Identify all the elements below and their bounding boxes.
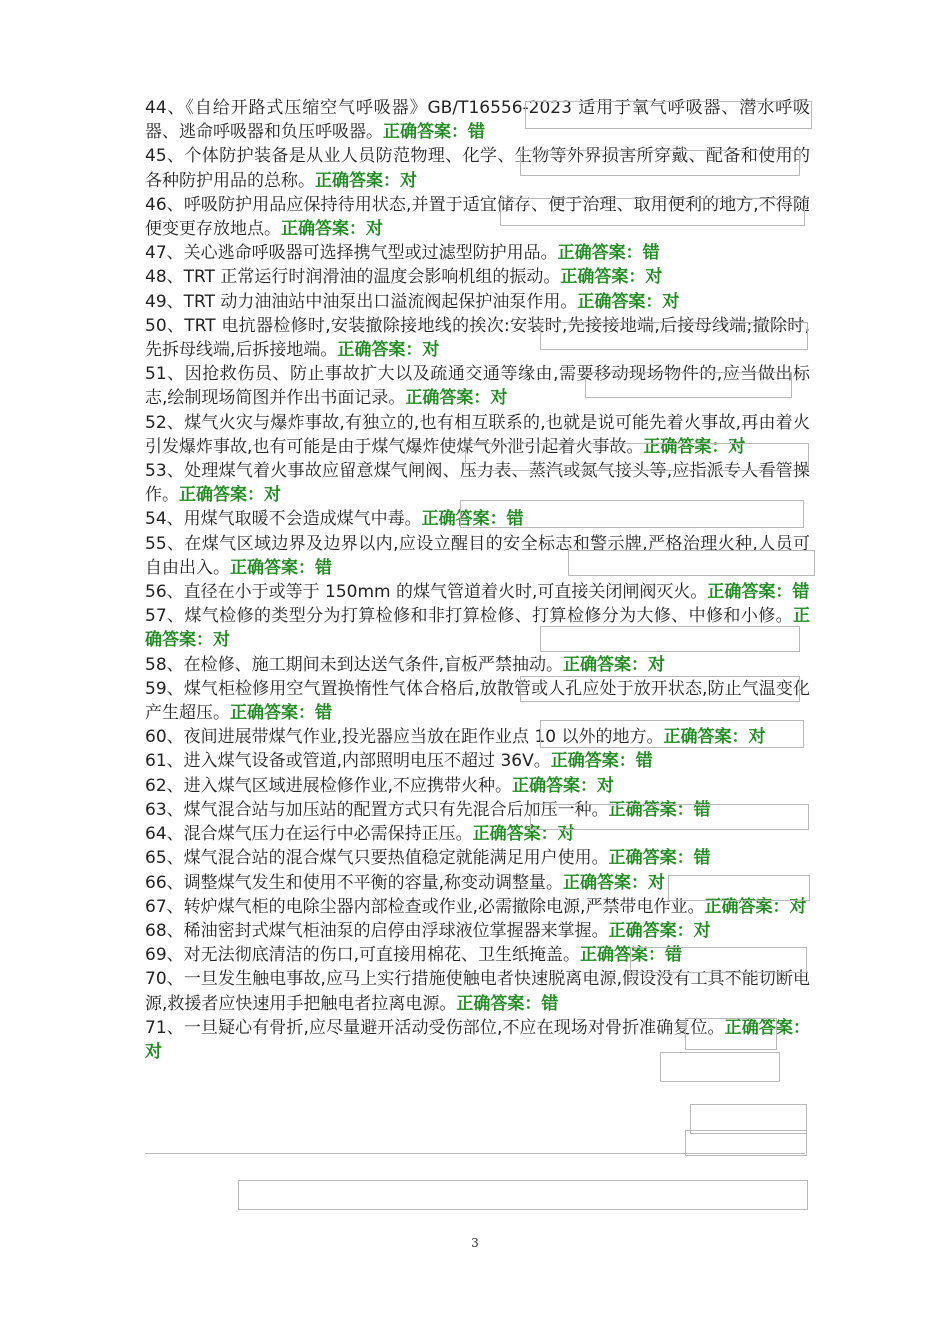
- question-text: 66、调整煤气发生和使用不平衡的容量,称变动调整量。: [145, 872, 564, 893]
- question-text: 46、呼吸防护用品应保持待用状态,并置于适宜储存、便于治理、取用便利的地方,不得随便变更存放地点。: [145, 194, 810, 240]
- answer-label: 正确答案：: [643, 436, 729, 457]
- question-item: [145, 144, 810, 192]
- question-text: 68、稀油密封式煤气柜油泵的启停由浮球液位掌握器来掌握。: [145, 920, 609, 941]
- question-text: 70、一旦发生触电事故,应马上实行措施使触电者快速脱离电源,假设没有工具不能切断电源,救援者应快速用手把触电者拉离电源。: [145, 969, 810, 1014]
- answer-value: 错: [665, 945, 683, 966]
- question-item: [145, 967, 810, 1015]
- question-item: [145, 798, 810, 822]
- answer-label: 正确答案：: [145, 606, 810, 651]
- question-item: [145, 193, 810, 241]
- answer-value: 对: [422, 340, 440, 361]
- answer-value: 对: [400, 170, 417, 191]
- answer-label: 正确答案：: [337, 340, 423, 361]
- answer-label: 正确答案：: [550, 751, 636, 772]
- question-text: 48、TRT 正常运行时润滑油的温度会影响机组的振动。: [145, 267, 561, 288]
- answer-value: 错: [693, 848, 711, 869]
- question-text: 52、煤气火灾与爆炸事故,有独立的,也有相互联系的,也就是说可能先着火事故,再由着火引发爆炸事故,也有可能是由于煤气爆炸使煤气外泄引起着火事故。: [145, 412, 810, 457]
- question-item: [145, 919, 810, 943]
- answer-label: 正确答案：: [557, 243, 643, 264]
- question-item: [145, 314, 810, 362]
- question-list: [145, 96, 810, 1064]
- question-item: [145, 507, 810, 531]
- page-number: 3: [471, 1236, 479, 1250]
- question-item: [145, 532, 810, 580]
- question-item: [145, 895, 810, 919]
- section-divider: [145, 1153, 805, 1154]
- answer-label: 正确答案：: [608, 920, 694, 941]
- question-item: [145, 362, 810, 410]
- answer-label: 正确答案：: [663, 727, 749, 748]
- answer-label: 正确答案：: [707, 582, 793, 603]
- answer-value: 错: [693, 799, 711, 820]
- answer-value: 错: [635, 751, 653, 772]
- answer-label: 正确答案：: [472, 824, 558, 845]
- answer-value: 对: [662, 291, 680, 312]
- question-item: [145, 1016, 810, 1064]
- question-item: [145, 846, 810, 870]
- question-item: [145, 943, 810, 967]
- question-text: 65、煤气混合站的混合煤气只要热值稳定就能满足用户使用。: [145, 848, 609, 869]
- answer-value: 错: [506, 509, 524, 530]
- answer-value: 对: [728, 436, 746, 457]
- question-item: [145, 411, 810, 459]
- question-text: 56、直径在小于或等于 150mm 的煤气管道着火时,可直接关闭闸阀灭火。: [145, 582, 708, 603]
- answer-value: 对: [213, 630, 230, 651]
- answer-value: 对: [645, 267, 663, 288]
- answer-value: 对: [693, 920, 711, 941]
- question-text: 47、关心逃命呼吸器可选择携气型或过滤型防护用品。: [145, 243, 558, 264]
- question-text: 51、因抢救伤员、防止事故扩大以及疏通交通等缘由,需要移动现场物件的,应当做出标志,绘制现场简图并作出书面记录。: [145, 364, 810, 409]
- question-item: [145, 290, 810, 314]
- question-text: 58、在检修、施工期间未到达送气条件,盲板严禁抽动。: [145, 654, 564, 675]
- answer-label: 正确答案：: [383, 122, 468, 143]
- question-item: [145, 96, 810, 144]
- answer-label: 正确答案：: [230, 703, 315, 724]
- answer-value: 错: [642, 243, 660, 264]
- answer-label: 正确答案：: [577, 291, 663, 312]
- question-item: [145, 241, 810, 265]
- question-text: 55、在煤气区域边界及边界以内,应设立醒目的安全标志和警示牌,严格治理火种,人员可自由出入。: [145, 533, 810, 578]
- answer-label: 正确答案：: [563, 872, 649, 893]
- question-item: [145, 725, 810, 749]
- answer-label: 正确答案：: [405, 388, 491, 409]
- question-text: 63、煤气混合站与加压站的配置方式只有先混合后加压一种。: [145, 799, 609, 820]
- question-text: 59、煤气柜检修用空气置换惰性气体合格后,放散管或人孔应处于放开状态,防止气温变化产生超压。: [145, 678, 810, 724]
- question-item: [145, 774, 810, 798]
- answer-value: 对: [648, 872, 666, 893]
- answer-value: 对: [264, 485, 281, 506]
- answer-label: 正确答案：: [724, 1017, 810, 1038]
- answer-value: 错: [792, 582, 810, 603]
- question-item: [145, 822, 810, 846]
- answer-value: 对: [557, 824, 575, 845]
- question-text: 69、对无法彻底清洁的伤口,可直接用棉花、卫生纸掩盖。: [145, 945, 581, 966]
- question-item: [145, 604, 810, 652]
- decorative-frame: [238, 1180, 808, 1210]
- question-text: 44、《自给开路式压缩空气呼吸器》GB/T16556-2023 适用于氧气呼吸器、潜水呼吸器、逃命呼吸器和负压呼吸器。: [145, 98, 810, 143]
- question-item: [145, 459, 810, 507]
- question-item: [145, 871, 810, 895]
- question-text: 61、进入煤气设备或管道,内部照明电压不超过 36V。: [145, 751, 551, 772]
- question-text: 54、用煤气取暖不会造成煤气中毒。: [145, 509, 422, 530]
- question-text: 67、转炉煤气柜的电除尘器内部检查或作业,必需撤除电源,严禁带电作业。: [145, 896, 705, 917]
- answer-label: 正确答案：: [608, 799, 694, 820]
- question-item: [145, 580, 810, 604]
- answer-label: 正确答案：: [512, 775, 598, 796]
- answer-value: 错: [468, 122, 485, 143]
- question-item: [145, 653, 810, 677]
- answer-value: 对: [366, 219, 383, 240]
- decorative-frame: [690, 1104, 807, 1134]
- answer-label: 正确答案：: [456, 993, 542, 1014]
- question-text: 45、个体防护装备是从业人员防范物理、化学、生物等外界损害所穿戴、配备和使用的各种防护用品的总称。: [145, 146, 810, 191]
- question-text: 49、TRT 动力油油站中油泵出口溢流阀起保护油泵作用。: [145, 291, 578, 312]
- question-item: [145, 265, 810, 289]
- answer-value: 对: [490, 388, 508, 409]
- answer-label: 正确答案：: [560, 267, 646, 288]
- question-text: 53、处理煤气着火事故应留意煤气闸阀、压力表、蒸汽或氮气接头等,应指派专人看管操作。: [145, 461, 810, 506]
- answer-value: 错: [541, 993, 559, 1014]
- answer-label: 正确答案：: [580, 945, 666, 966]
- question-text: 50、TRT 电抗器检修时,安装撤除接地线的挨次:安装时,先接接地端,后接母线端;撤除时,先拆母线端,后拆接地端。: [145, 315, 810, 361]
- question-text: 60、夜间进展带煤气作业,投光器应当放在距作业点 10 以外的地方。: [145, 727, 664, 748]
- answer-label: 正确答案：: [421, 509, 507, 530]
- question-text: 71、一旦疑心有骨折,应尽量避开活动受伤部位,不应在现场对骨折准确复位。: [145, 1017, 725, 1038]
- answer-label: 正确答案：: [608, 848, 694, 869]
- answer-value: 错: [315, 703, 332, 724]
- answer-value: 对: [748, 727, 766, 748]
- answer-value: 对: [648, 654, 666, 675]
- question-text: 62、进入煤气区域进展检修作业,不应携带火种。: [145, 775, 513, 796]
- answer-value: 对: [789, 896, 807, 917]
- answer-label: 正确答案：: [563, 654, 649, 675]
- answer-label: 正确答案：: [315, 170, 400, 191]
- answer-label: 正确答案：: [179, 485, 264, 506]
- answer-value: 对: [597, 775, 615, 796]
- question-item: [145, 749, 810, 773]
- question-item: [145, 677, 810, 725]
- question-text: 57、煤气检修的类型分为打算检修和非打算检修、打算检修分为大修、中修和小修。: [145, 606, 793, 627]
- answer-label: 正确答案：: [230, 557, 315, 578]
- answer-label: 正确答案：: [704, 896, 790, 917]
- answer-value: 错: [315, 557, 332, 578]
- answer-value: 对: [145, 1041, 162, 1062]
- answer-label: 正确答案：: [281, 219, 366, 240]
- question-text: 64、混合煤气压力在运行中必需保持正压。: [145, 824, 473, 845]
